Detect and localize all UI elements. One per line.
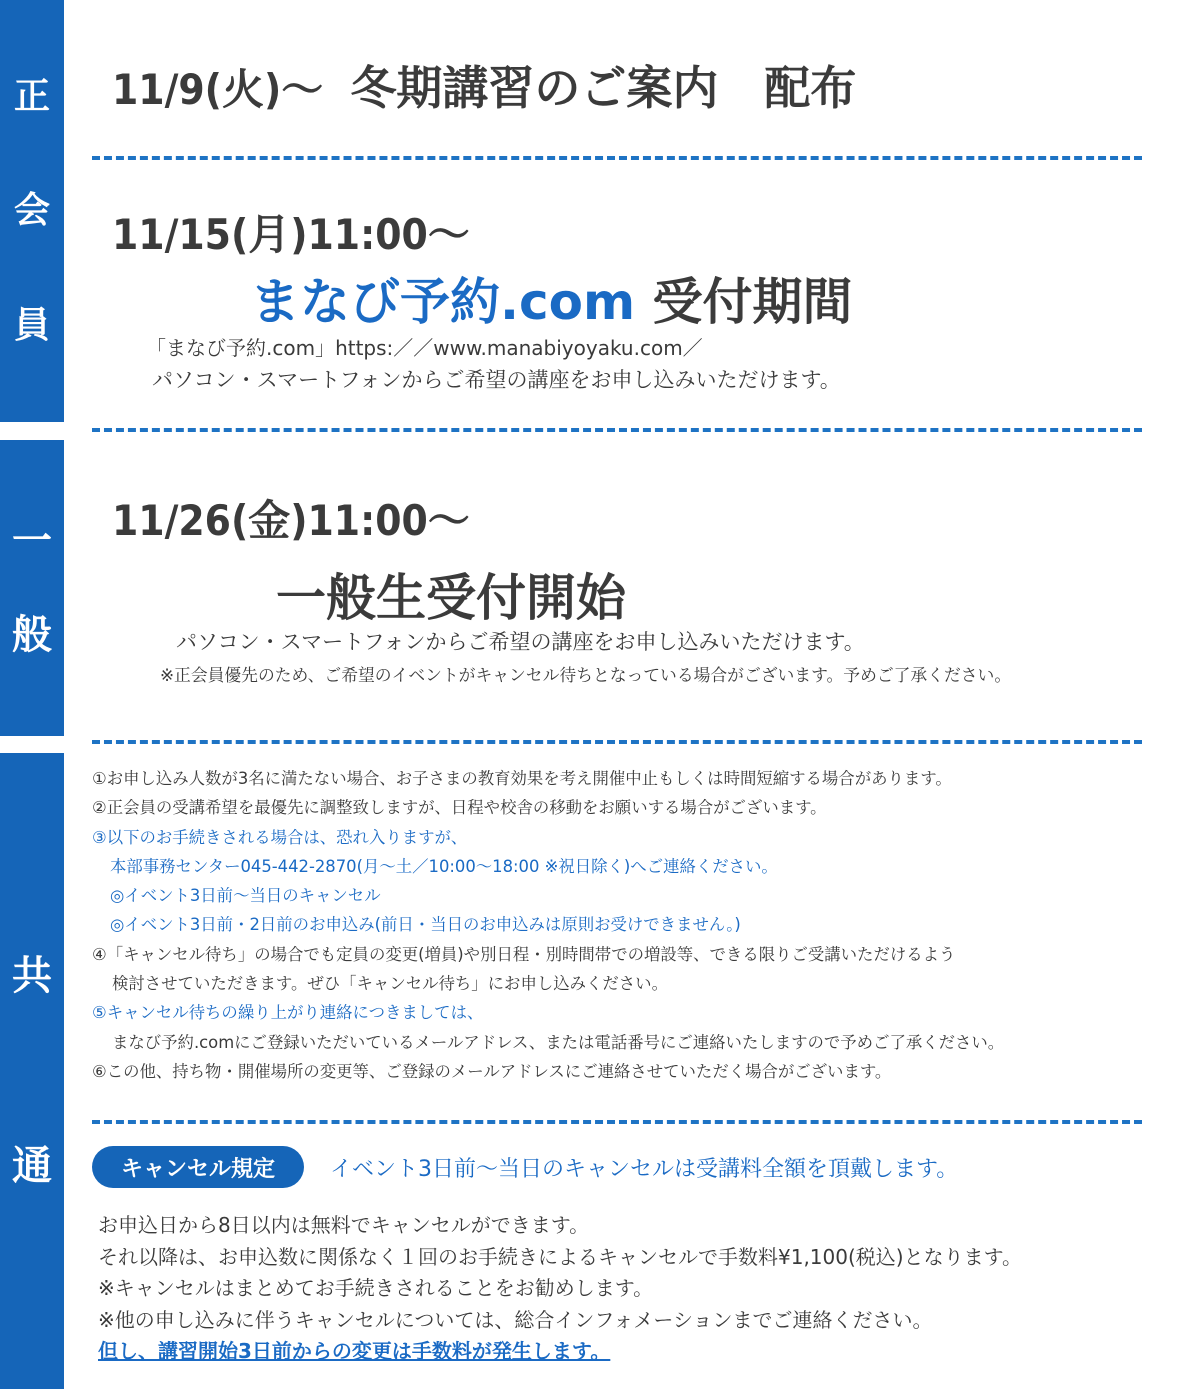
section2-headline (250, 262, 853, 334)
note-item: ⑤キャンセル待ちの繰り上がり連絡につきましては、 (92, 1003, 484, 1023)
section1-date: 11/9(火)～ (112, 65, 324, 114)
cancel-policy-badge: キャンセル規定 (92, 1146, 304, 1188)
cancel-headline: イベント3日前～当日のキャンセルは受講料全額を頂戴します。 (330, 1157, 959, 1182)
cancel-line: ※キャンセルはまとめてお手続きされることをお勧めします。 (98, 1276, 654, 1300)
note-item: ④「キャンセル待ち」の場合でも定員の変更(増員)や別日程・別時間帯での増設等、できる限りご受講いただけるよう (92, 944, 956, 964)
cancel-warning: 但し、講習開始3日前からの変更は手数料が発生します。 (98, 1339, 611, 1363)
section2-date: 11/15(月)11:00～ (112, 210, 470, 259)
section3-description: パソコン・スマートフォンからご希望の講座をお申し込みいただけます。 (176, 630, 865, 654)
note-item: ◎イベント3日前・2日前のお申込み(前日・当日のお申込みは原則お受けできません。) (110, 915, 741, 935)
manabi-yoyaku-name: まなび予約.com (250, 273, 636, 331)
note-item: ⑥この他、持ち物・開催場所の変更等、ご登録のメールアドレスにご連絡させていただく場合がございます。 (92, 1061, 892, 1081)
sidebar-char: 通 (12, 1143, 52, 1189)
sidebar-char: 会 (13, 190, 50, 231)
section1-title: 冬期講習のご案内 配布 (350, 61, 857, 115)
cancel-line: お申込日から8日以内は無料でキャンセルができます。 (98, 1213, 590, 1237)
cancel-line: ※他の申し込みに伴うキャンセルについては、総合インフォメーションまでご連絡ください。 (98, 1307, 933, 1332)
section2-description: パソコン・スマートフォンからご希望の講座をお申し込みいただけます。 (152, 368, 841, 392)
note-item: ①お申し込み人数が3名に満たない場合、お子さまの教育効果を考え開催中止もしくは時間短縮する場合があります。 (92, 769, 952, 788)
common-notes (92, 764, 1182, 1086)
note-item: ③以下のお手続きされる場合は、恐れ入りますが、 (92, 827, 468, 847)
section1-heading (112, 52, 856, 118)
cancel-line: それ以降は、お申込数に関係なく１回のお手続きによるキャンセルで手数料¥1,100(税込)となります。 (98, 1244, 1022, 1269)
cancel-details (98, 1210, 1022, 1368)
note-item: ②正会員の受講希望を最優先に調整致しますが、日程や校舎の移動をお願いする場合がございます。 (92, 798, 827, 818)
sidebar-general (0, 440, 64, 736)
section3-note: ※正会員優先のため、ご希望のイベントがキャンセル待ちとなっている場合がございます。予めご了承ください。 (160, 665, 1012, 685)
note-item: ◎イベント3日前～当日のキャンセル (110, 886, 381, 906)
sidebar-members (0, 0, 64, 422)
sidebar-char: 般 (12, 612, 52, 658)
sidebar-char: 一 (12, 518, 52, 564)
divider (92, 740, 1142, 744)
sidebar-char: 員 (13, 304, 50, 346)
divider (92, 1120, 1142, 1124)
site-url[interactable]: 「まなび予約.com」https:／／www.manabiyoyaku.com／ (146, 336, 703, 360)
divider (92, 156, 1142, 160)
note-item: 検討させていただきます。ぜひ「キャンセル待ち」にお申し込みください。 (112, 974, 668, 994)
divider (92, 428, 1142, 432)
note-item: まなび予約.comにご登録いただいているメールアドレス、または電話番号にご連絡いたしますので予めご了承ください。 (112, 1032, 1005, 1052)
section3-headline: 一般生受付開始 (276, 569, 626, 627)
sidebar-common (0, 753, 64, 1389)
sidebar-char: 正 (13, 75, 50, 117)
sidebar-char: 共 (12, 953, 52, 999)
reception-period-label: 受付期間 (635, 273, 853, 331)
section3-date: 11/26(金)11:00～ (112, 496, 470, 545)
note-item: 本部事務センター045-442-2870(月～土／10:00～18:00 ※祝日除く)へご連絡ください。 (110, 856, 778, 876)
